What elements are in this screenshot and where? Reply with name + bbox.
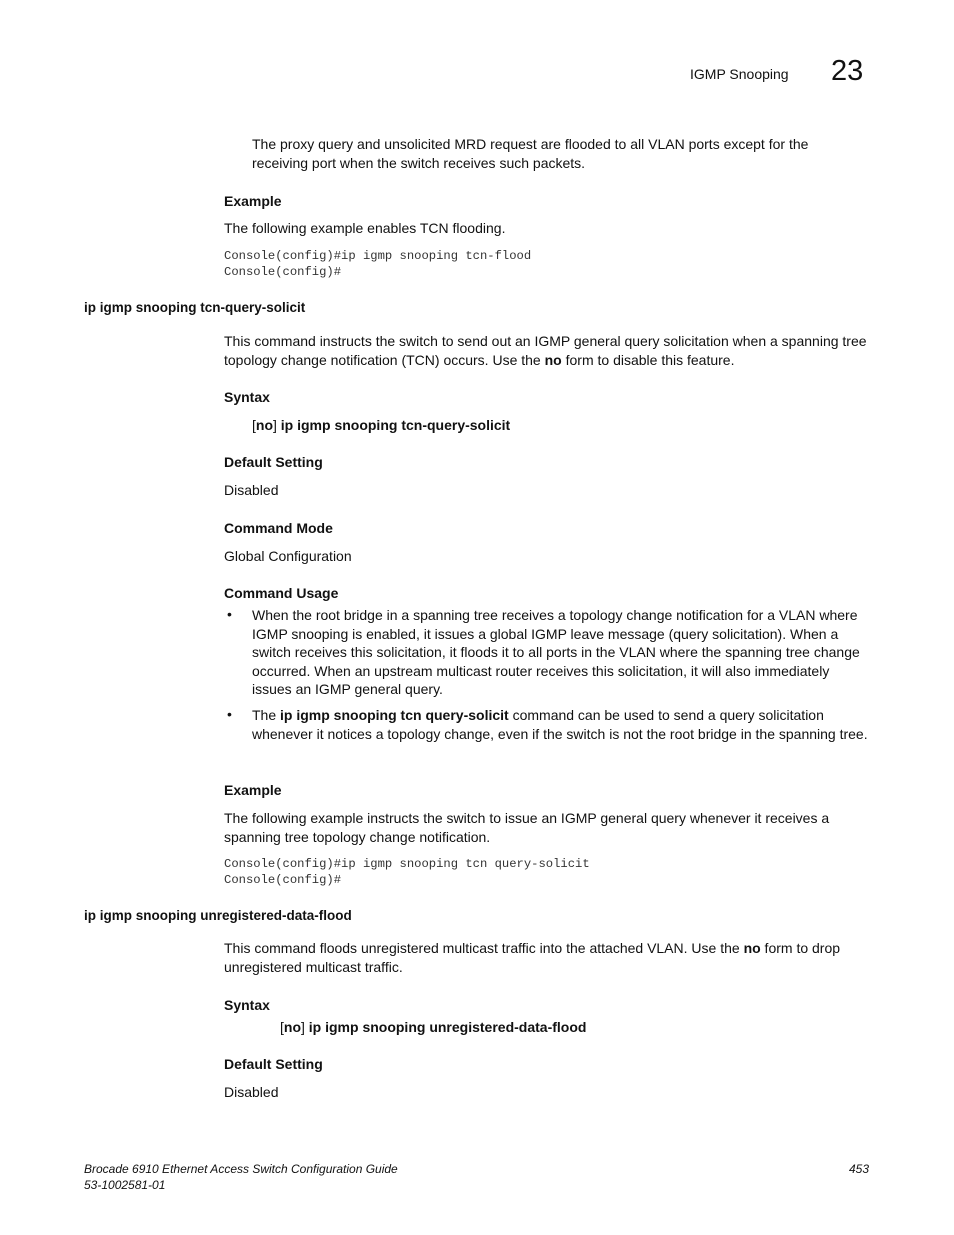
footer-doc-title: Brocade 6910 Ethernet Access Switch Configuration Guide [84, 1162, 398, 1176]
syntax-heading: Syntax [224, 389, 270, 405]
command-title: ip igmp snooping unregistered-data-flood [84, 908, 352, 923]
example-text: The following example instructs the switch to issue an IGMP general query whenever it receives a spanning tree topology change notification. [224, 810, 830, 845]
command-description: This command floods unregistered multicast traffic into the attached VLAN. Use the no form to drop unregistered multicast traffic. [224, 940, 841, 975]
default-setting-heading: Default Setting [224, 1056, 323, 1072]
example-heading: Example [224, 782, 282, 798]
usage-bullet: When the root bridge in a spanning tree receives a topology change notification for a VLAN where IGMP snooping is enabled, it issues a global IGMP leave message (query solicitation). When a switch receives this solicitation, it floods it to all ports in the VLAN where the spanning tree change occurred. When an upstream multicast router receives this solicitation, it will also immediately issues an IGMP general query. [252, 607, 860, 697]
code-line: Console(config)# [224, 265, 342, 279]
command-title: ip igmp snooping tcn-query-solicit [84, 300, 306, 315]
syntax-line: [no] ip igmp snooping tcn-query-solicit [252, 417, 511, 433]
bullet-marker: • [227, 706, 232, 722]
running-header-title: IGMP Snooping [690, 66, 789, 82]
example-text: The following example enables TCN flooding. [224, 220, 506, 236]
chapter-number: 23 [831, 55, 864, 87]
default-setting-value: Disabled [224, 482, 279, 498]
syntax-heading: Syntax [224, 997, 270, 1013]
footer-page-number: 453 [849, 1162, 870, 1176]
code-line: Console(config)#ip igmp snooping tcn query-solicit [224, 857, 590, 871]
default-setting-value: Disabled [224, 1084, 279, 1100]
footer-doc-number: 53-1002581-01 [84, 1178, 166, 1192]
intro-paragraph: The proxy query and unsolicited MRD request are flooded to all VLAN ports except for the receiving port when the switch receives such packets. [252, 136, 809, 171]
command-mode-value: Global Configuration [224, 548, 352, 564]
default-setting-heading: Default Setting [224, 454, 323, 470]
command-mode-heading: Command Mode [224, 520, 333, 536]
command-usage-heading: Command Usage [224, 585, 339, 601]
bullet-marker: • [227, 606, 232, 622]
code-line: Console(config)#ip igmp snooping tcn-flood [224, 249, 532, 263]
code-line: Console(config)# [224, 873, 342, 887]
example-heading: Example [224, 193, 282, 209]
command-description: This command instructs the switch to send out an IGMP general query solicitation when a spanning tree topology change notification (TCN) occurs. Use the no form to disable this feature. [224, 333, 867, 368]
usage-bullet: The ip igmp snooping tcn query-solicit command can be used to send a query solicitation whenever it notices a topology change, even if the switch is not the root bridge in the spanning tree. [252, 707, 868, 742]
syntax-line: [no] ip igmp snooping unregistered-data-flood [280, 1019, 587, 1035]
